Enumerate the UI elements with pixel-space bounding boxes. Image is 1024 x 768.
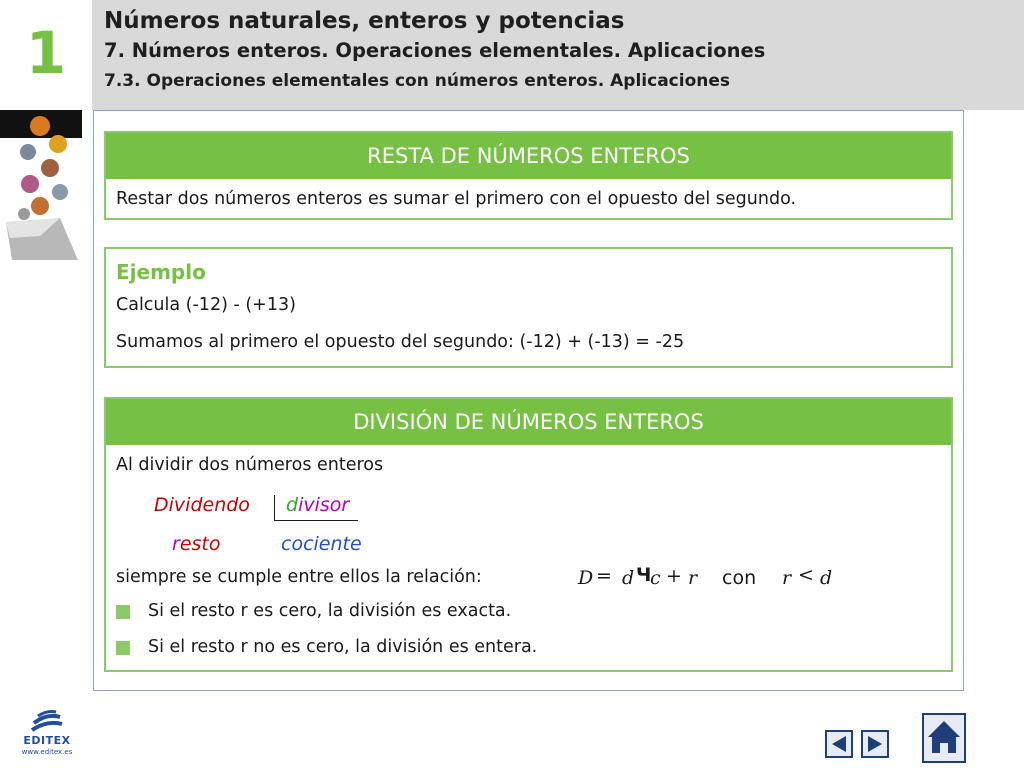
editex-logo-url: www.editex.es [21, 748, 73, 756]
resta-heading: RESTA DE NÚMEROS ENTEROS [106, 133, 951, 179]
resto-label [172, 533, 220, 555]
formula-d: d [622, 567, 635, 589]
divisor-label-first: d [286, 494, 299, 516]
formula-r: r [688, 567, 698, 589]
formula-dot: Ч [636, 564, 652, 586]
house-icon [924, 715, 964, 761]
ejemplo-line-2: Sumamos al primero el opuesto del segundo: (-12) + (-13) = -25 [116, 332, 685, 352]
formula-con: con [722, 567, 757, 589]
ejemplo-card [104, 247, 953, 368]
section-title: 7.3. Operaciones elementales con números enteros. Aplicaciones [104, 71, 731, 91]
dividendo-label-text: D [154, 494, 169, 516]
square-bullet-icon [116, 641, 130, 655]
resta-card [104, 131, 953, 220]
ejemplo-title: Ejemplo [116, 260, 206, 284]
ejemplo-line-1: Calcula (-12) - (+13) [116, 295, 296, 315]
cociente-label-rest: ociente [291, 533, 362, 555]
formula-lt: < [798, 564, 814, 586]
dividendo-label-rest: ividendo [168, 494, 250, 516]
formula-r2: r [782, 567, 792, 589]
previous-button[interactable] [825, 730, 853, 758]
numbers-illustration [0, 110, 82, 262]
resto-label-rest: esto [179, 533, 221, 555]
cociente-label [281, 533, 362, 555]
editex-logo [16, 710, 78, 760]
square-bullet-icon [116, 605, 130, 619]
divisor-label [286, 494, 349, 516]
relation-text: siempre se cumple entre ellos la relación: [116, 567, 482, 587]
page-title: Números naturales, enteros y potencias [104, 8, 625, 34]
triangle-right-icon [865, 734, 885, 754]
chapter-number: 1 [25, 19, 67, 87]
divisor-label-rest: ivisor [298, 494, 350, 516]
division-intro: Al dividir dos números enteros [116, 455, 384, 475]
page-subtitle: 7. Números enteros. Operaciones elementales. Aplicaciones [104, 39, 766, 62]
formula-d2: d [820, 567, 833, 589]
next-button[interactable] [861, 730, 889, 758]
resto-label-first: r [172, 533, 180, 555]
triangle-left-icon [829, 734, 849, 754]
editex-logo-icon [28, 710, 66, 734]
formula-lhs: D [578, 567, 594, 589]
formula-eq: = [596, 565, 612, 587]
bullet-item-2: Si el resto r no es cero, la división es entera. [148, 637, 538, 657]
chapter-tile [0, 0, 92, 110]
bullet-item-1: Si el resto r es cero, la división es exacta. [148, 601, 512, 621]
division-heading: DIVISIÓN DE NÚMEROS ENTEROS [106, 399, 951, 445]
dividendo-label [154, 494, 250, 516]
cociente-label-first: c [281, 533, 292, 555]
header-text [104, 6, 765, 96]
editex-logo-word: EDITEX [23, 734, 71, 747]
home-button[interactable] [922, 713, 966, 763]
division-card [104, 397, 953, 672]
formula-plus: + [666, 565, 682, 587]
resta-text: Restar dos números enteros es sumar el primero con el opuesto del segundo. [116, 189, 797, 209]
formula-c: c [650, 567, 661, 589]
